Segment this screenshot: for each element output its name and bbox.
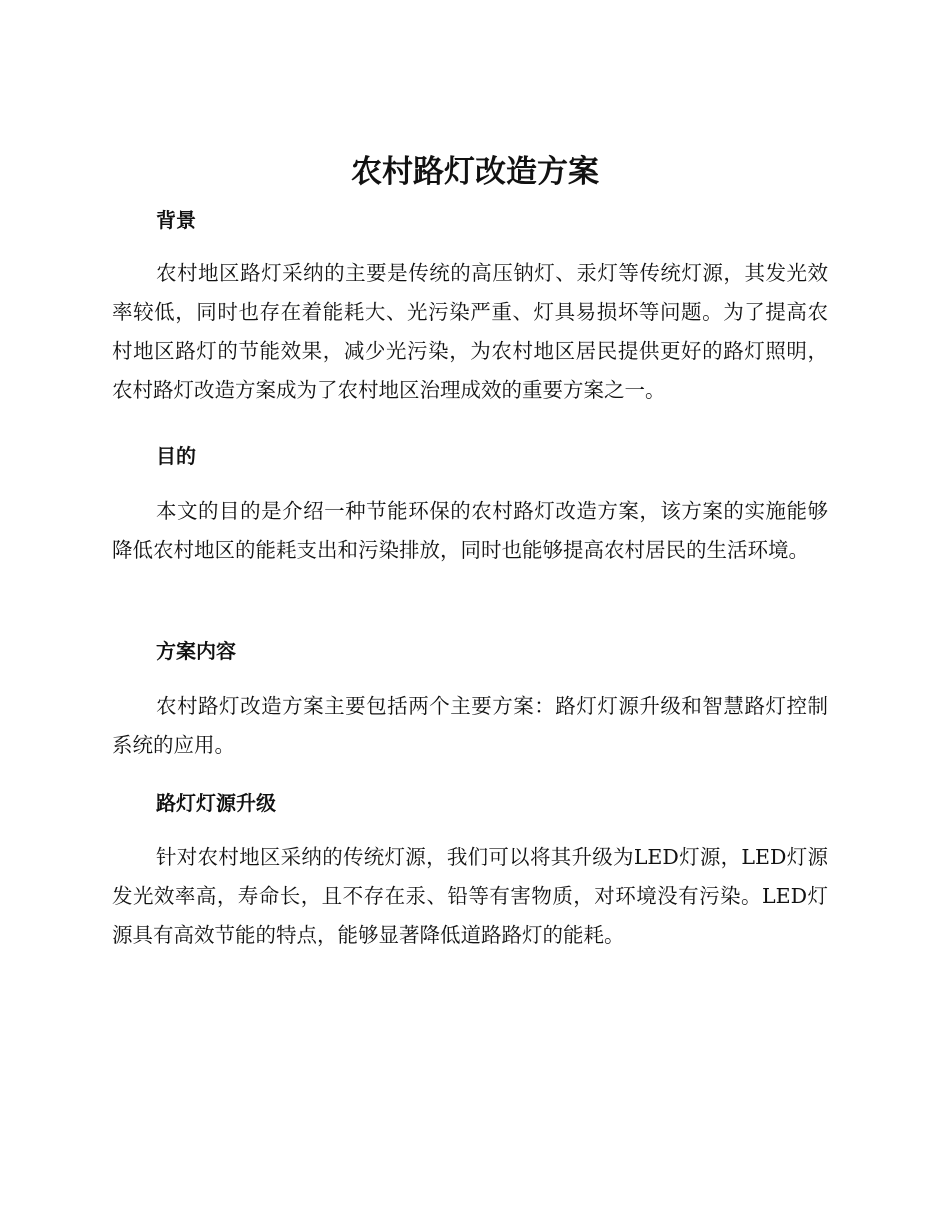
document-title: 农村路灯改造方案 — [351, 154, 599, 190]
section-paragraph-plan-content: 农村路灯改造方案主要包括两个主要方案：路灯灯源升级和智慧路灯控制系统的应用。 — [112, 694, 828, 757]
section-heading-light-upgrade: 路灯灯源升级 — [156, 791, 276, 815]
section-heading-plan-content: 方案内容 — [156, 639, 236, 663]
section-heading-background: 背景 — [156, 208, 196, 232]
section-paragraph-background: 农村地区路灯采纳的主要是传统的高压钠灯、汞灯等传统灯源，其发光效率较低，同时也存在着能耗大、光污染严重、灯具易损坏等问题。为了提高农村地区路灯的节能效果，减少光污染，为农村地区居民提供更好的路灯照明，农村路灯改造方案成为了农村地区治理成效的重要方案之一。 — [112, 261, 828, 402]
section-paragraph-purpose: 本文的目的是介绍一种节能环保的农村路灯改造方案，该方案的实施能够降低农村地区的能耗支出和污染排放，同时也能够提高农村居民的生活环境。 — [112, 499, 828, 562]
section-paragraph-light-upgrade: 针对农村地区采纳的传统灯源，我们可以将其升级为LED灯源，LED灯源发光效率高，寿命长，且不存在汞、铅等有害物质，对环境没有污染。LED灯源具有高效节能的特点，能够显著降低道路路灯的能耗。 — [112, 845, 828, 947]
section-heading-purpose: 目的 — [156, 444, 196, 468]
